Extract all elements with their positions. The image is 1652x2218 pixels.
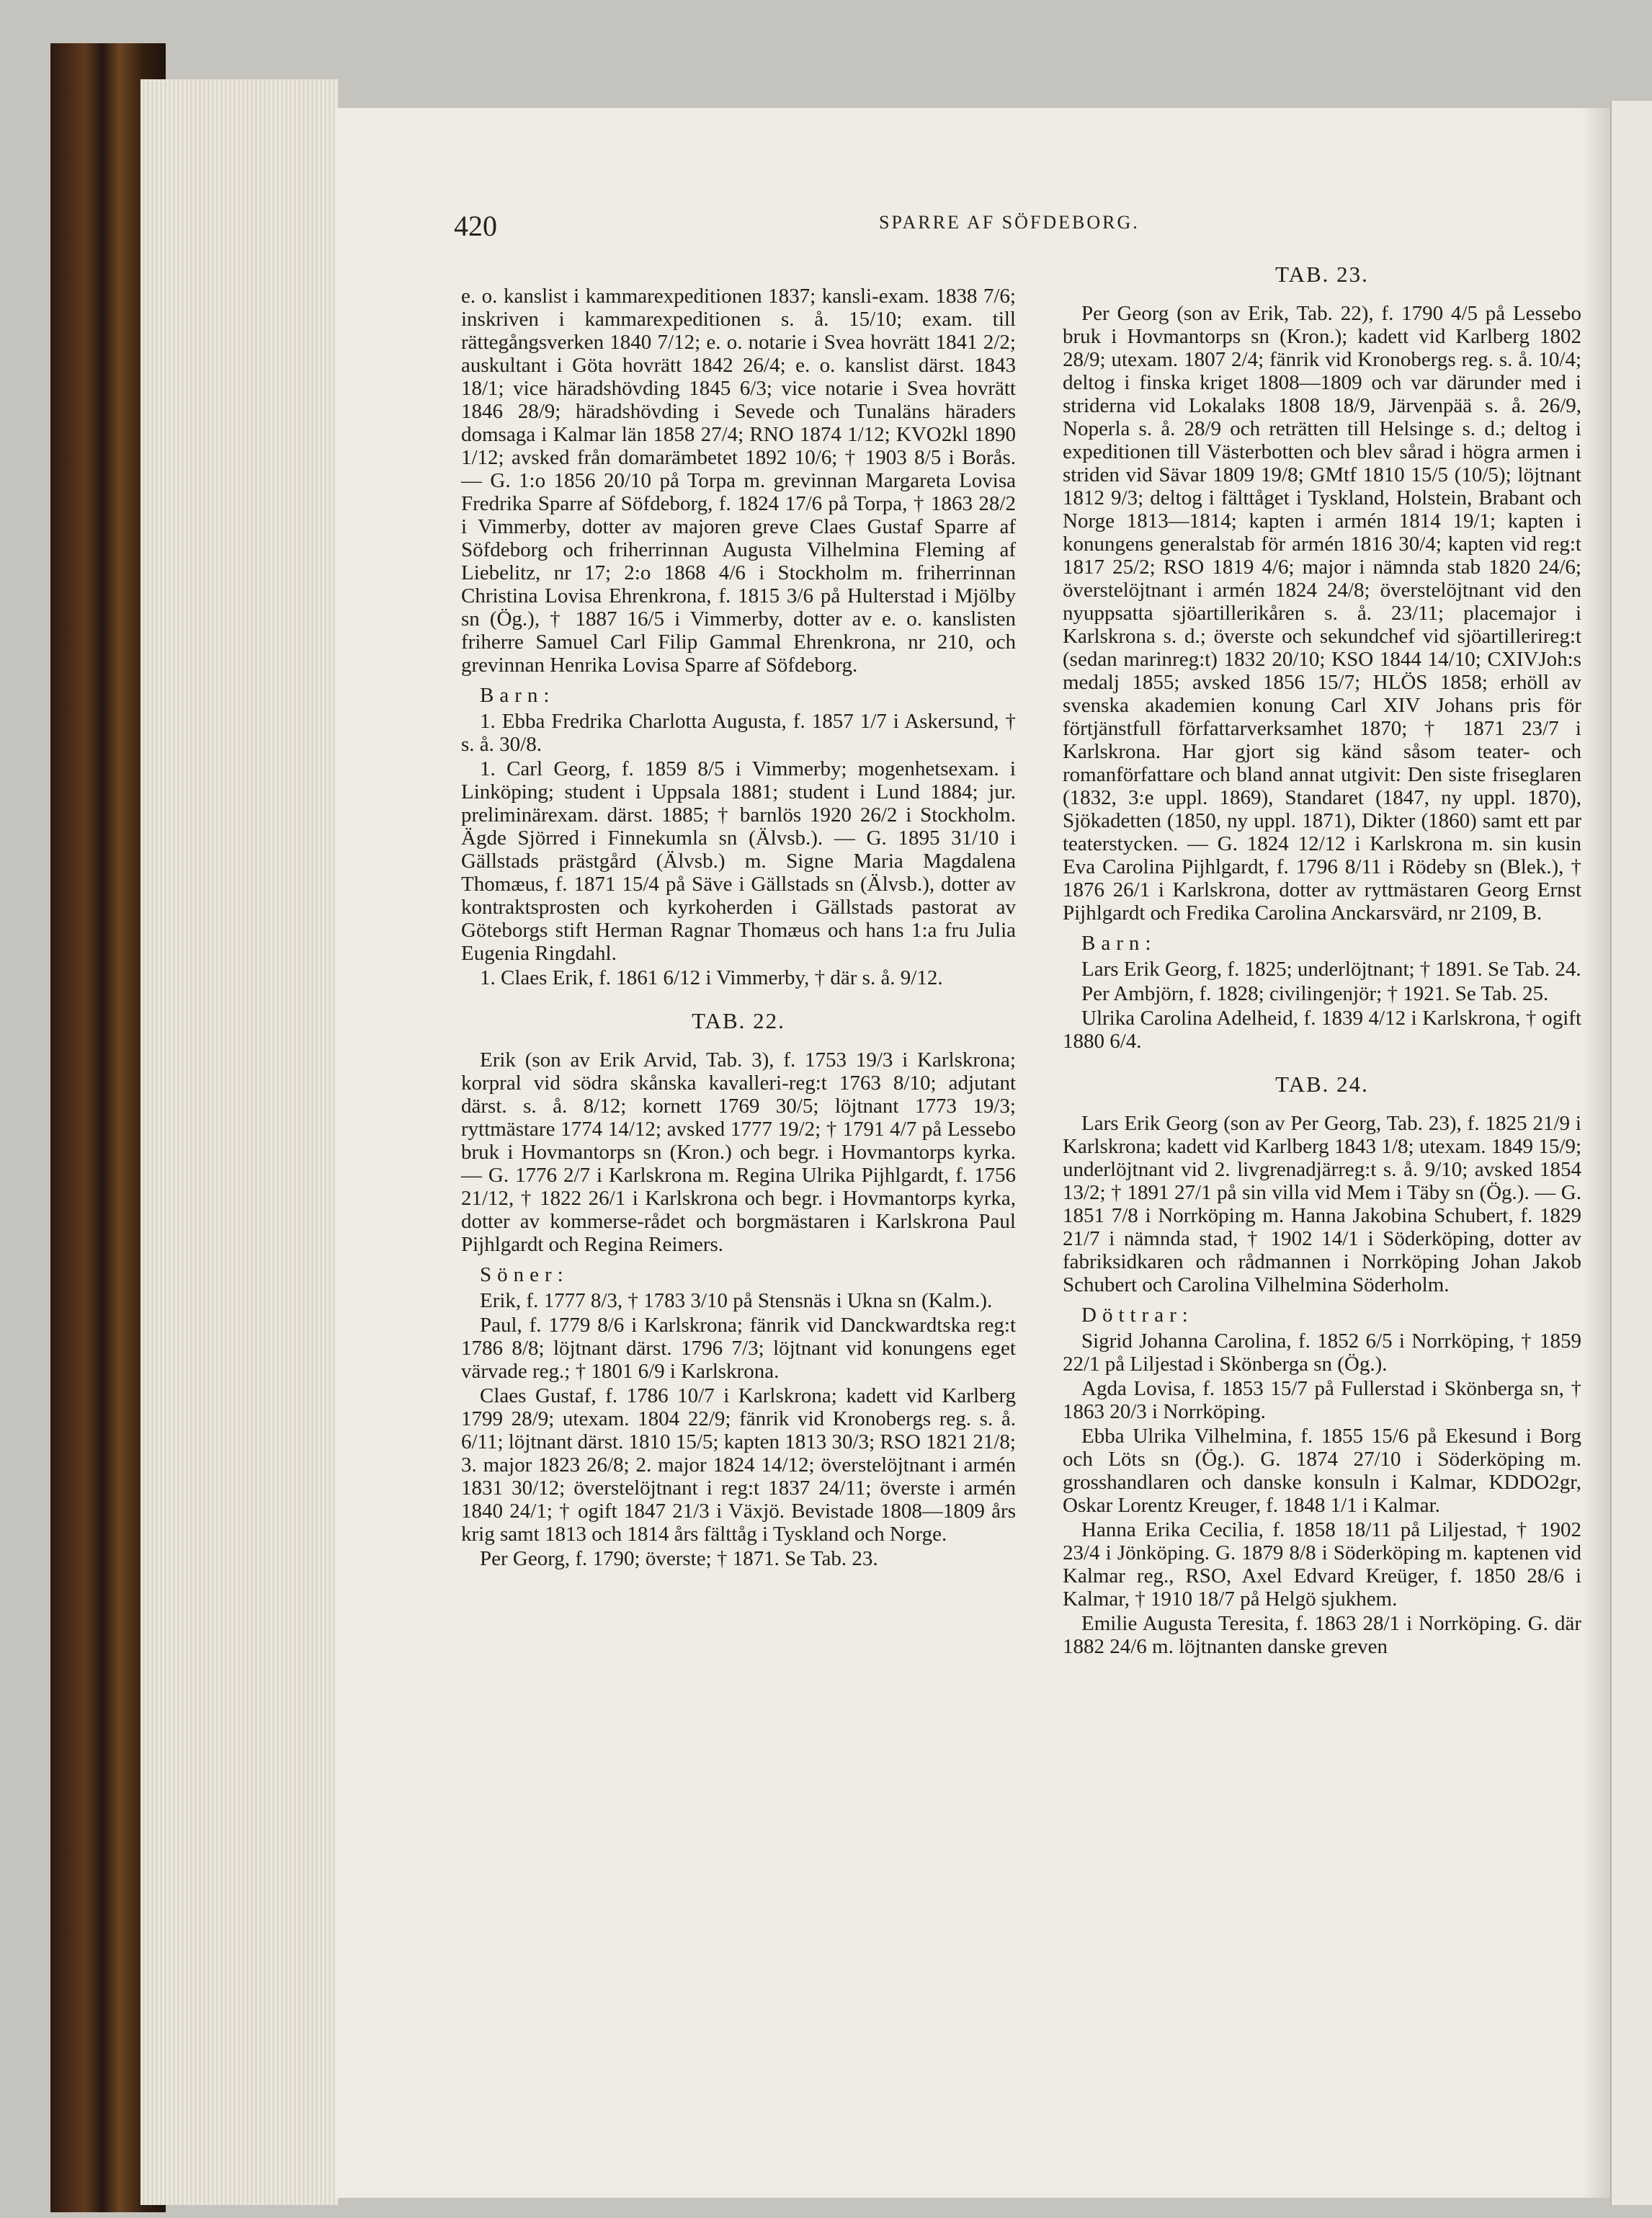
barn-right-entry-2: Per Ambjörn, f. 1828; civilingenjör; † 1921. Se Tab. 25. xyxy=(1081,982,1549,1005)
soner-heading: Söner: xyxy=(480,1263,569,1286)
dotter-entry-1: Sigrid Johanna Carolina, f. 1852 6/5 i Norrköping, † 1859 22/1 på Liljestad i Skönberga sn (Ög.). xyxy=(1063,1330,1581,1376)
son-entry-3: Claes Gustaf, f. 1786 10/7 i Karlskrona; kadett vid Karlberg 1799 28/9; utexam. 1804 22/9; fänrik vid Kronobergs reg. s. å. 6/11; löjtnant därst. 1810 15/5; kapten 1813 30/3; RSO 1821 21/8; 3. major 1823 26/8; 2. major 1824 14/12; överstelöjtnant i armén 1831 30/12; överstelöjtnant i reg:t 1837 24/11; överste i armén 1840 24/1; † ogift 1847 21/3 i Växjö. Bevistade 1808—1809 års krig samt 1813 och 1814 års fälttåg i Tyskland och Norge. xyxy=(461,1384,1016,1546)
tab-24-text: Lars Erik Georg (son av Per Georg, Tab. 23), f. 1825 21/9 i Karlskrona; kadett vid Karlberg 1843 1/8; utexam. 1849 15/9; underlöjtnant vid 2. livgrenadjärreg:t s. å. 9/10; avsked 1854 13/2; † 1891 27/1 på sin villa vid Mem i Täby sn (Ög.). — G. 1851 7/8 i Norrköping m. Hanna Jakobina Schubert, f. 1829 21/7 i nämnda stad, † 1902 14/1 i Söderköping, dotter av fabriksidkaren och rådmannen i Norrköping Johan Jakob Schubert och Carolina Vilhelmina Söderholm. xyxy=(1063,1112,1581,1296)
barn-right-entry-1: Lars Erik Georg, f. 1825; underlöjtnant; † 1891. Se Tab. 24. xyxy=(1081,958,1581,981)
son-entry-1: Erik, f. 1777 8/3, † 1783 3/10 på Stensnäs i Ukna sn (Kalm.). xyxy=(480,1289,993,1312)
running-head: SPARRE AF SÖFDEBORG. xyxy=(879,212,1140,233)
son-entry-2: Paul, f. 1779 8/6 i Karlskrona; fänrik vid Danckwardtska reg:t 1786 8/8; löjtnant därst. 1796 7/3; löjtnant vid konungens eget värvade reg.; † 1801 6/9 i Karlskrona. xyxy=(461,1314,1016,1383)
tab-23-text: Per Georg (son av Erik, Tab. 22), f. 1790 4/5 på Lessebo bruk i Hovmantorps sn (Kron.); kadett vid Karlberg 1802 28/9; utexam. 1807 2/4; fänrik vid Kronobergs reg. s. å. 10/4; deltog i finska kriget 1808—1809 och var därunder med i striderna vid Lokalaks 1808 18/9, Järvenpää s. å. 26/9, Noperla s. å. 28/9 och reträtten till Helsinge s. d.; deltog i expeditionen till Västerbotten och blev sårad i högra armen i striden vid Sävar 1809 19/8; GMtf 1810 15/5 (10/5); löjtnant 1812 9/3; deltog i fälttåget i Tyskland, Holstein, Brabant och Norge 1813—1814; kapten i armén 1814 19/1; kapten i konungens generalstab för armén 1816 30/4; kapten vid reg:t 1817 25/2; RSO 1819 4/6; major i nämnda stab 1820 24/6; överstelöjtnant i armén 1824 24/8; överstelöjtnant vid den nyuppsatta sjöartillerikåren s. å. 23/11; placemajor i Karlskrona s. d.; överste och sekundchef vid sjöartillerireg:t (sedan marinreg:t) 1832 20/10; KSO 1844 14/10; CXIVJoh:s medalj 1855; avsked 1856 15/7; HLÖS 1858; erhöll av svenska akademien konung Carl XIV Johans pris för förtjänstfull författarverksamhet 1870; † 1871 23/7 i Karlskrona. Har gjort sig känd såsom teater- och romanförfattare och bland annat utgivit: Den siste friseglaren (1832, 3:e uppl. 1869), Standaret (1847, ny uppl. 1870), Sjökadetten (1850, ny uppl. 1871), Dikter (1860) samt ett par teaterstycken. — G. 1824 12/12 i Karlskrona m. sin kusin Eva Carolina Pijhlgardt, f. 1796 8/11 i Rödeby sn (Blek.), † 1876 26/1 i Karlskrona, dotter av ryttmästaren Georg Ernst Pijhlgardt och Fredika Carolina Anckarsvärd, nr 2109, B. xyxy=(1063,302,1581,925)
dottrar-heading: Döttrar: xyxy=(1081,1304,1194,1327)
dotter-entry-2: Agda Lovisa, f. 1853 15/7 på Fullerstad i Skönberga sn, † 1863 20/3 i Norrköping. xyxy=(1063,1377,1581,1423)
left-column xyxy=(461,285,1016,1572)
tab-24-heading: TAB. 24. xyxy=(1275,1072,1369,1097)
son-entry-4: Per Georg, f. 1790; överste; † 1871. Se Tab. 23. xyxy=(480,1547,878,1570)
dotter-entry-3: Ebba Ulrika Vilhelmina, f. 1855 15/6 på Ekesund i Borg och Löts sn (Ög.). G. 1874 27/10 i Söderköping m. grosshandlaren och danske konsuln i Kalmar, KDDO2gr, Oskar Lorentz Kreuger, f. 1848 1/1 i Kalmar. xyxy=(1063,1425,1581,1517)
barn-entry-3: 1. Claes Erik, f. 1861 6/12 i Vimmerby, † där s. å. 9/12. xyxy=(480,966,943,989)
right-column xyxy=(1063,263,1581,1660)
gutter-shadow xyxy=(1581,108,1610,2198)
barn-entry-1: 1. Ebba Fredrika Charlotta Augusta, f. 1857 1/7 i Askersund, † s. å. 30/8. xyxy=(461,710,1016,756)
tab-22-text: Erik (son av Erik Arvid, Tab. 3), f. 1753 19/3 i Karlskrona; korpral vid södra skånska kavalleri-reg:t 1763 8/10; adjutant därst. s. å. 8/12; kornett 1769 30/5; löjtnant 1773 19/3; ryttmästare 1774 14/12; avsked 1777 19/2; † 1791 4/7 på Lessebo bruk i Hovmantorps sn (Kron.) och begr. i Hovmantorps kyrka. — G. 1776 2/7 i Karlskrona m. Regina Ulrika Pijhlgardt, f. 1756 21/12, † 1822 26/1 i Karlskrona och begr. i Hovmantorps kyrka, dotter av kommerse-rådet och borgmästaren i Karlskrona Paul Pijhlgardt och Regina Reimers. xyxy=(461,1048,1016,1256)
barn-right-entry-3: Ulrika Carolina Adelheid, f. 1839 4/12 i Karlskrona, † ogift 1880 6/4. xyxy=(1063,1007,1581,1053)
page-edges xyxy=(140,79,339,2205)
page-header xyxy=(454,209,1578,245)
barn-heading: Barn: xyxy=(480,684,555,707)
tab-22-heading: TAB. 22. xyxy=(692,1008,785,1033)
dotter-entry-4: Hanna Erika Cecilia, f. 1858 18/11 på Liljestad, † 1902 23/4 i Jönköping. G. 1879 8/8 i Söderköping m. kaptenen vid Kalmar reg., RSO, Axel Edvard Kreüger, f. 1850 28/6 i Kalmar, † 1910 18/7 på Helgö sjukhem. xyxy=(1063,1518,1581,1611)
tab-23-heading: TAB. 23. xyxy=(1275,262,1369,287)
barn-heading-right: Barn: xyxy=(1081,932,1157,955)
barn-entry-2: 1. Carl Georg, f. 1859 8/5 i Vimmerby; mogenhetsexam. i Linköping; student i Uppsala 1881; student i Lund 1884; jur. preliminärexam. därst. 1885; † barnlös 1920 26/2 i Stockholm. Ägde Sjörred i Finnekumla sn (Älvsb.). — G. 1895 31/10 i Gällstads prästgård (Älvsb.) m. Signe Maria Magdalena Thomæus, f. 1871 15/4 på Säve i Gällstads sn (Älvsb.), dotter av kontraktsprosten och kyrkoherden i Gällstads pastorat av Göteborgs stift Herman Ragnar Thomæus och hans 1:a fru Julia Eugenia Ringdahl. xyxy=(461,757,1016,965)
page-number: 420 xyxy=(454,210,497,242)
facing-page-edge xyxy=(1610,101,1652,2205)
intro-paragraph: e. o. kanslist i kammarexpeditionen 1837; kansli-exam. 1838 7/6; inskriven i kammarexpeditionen s. å. 15/10; exam. till rättegångsverken 1840 7/12; e. o. notarie i Svea hovrätt 1841 2/2; auskultant i Göta hovrätt 1842 26/4; e. o. kanslist därst. 1843 18/1; vice häradshövding 1845 6/3; vice notarie i Svea hovrätt 1846 28/9; häradshövding i Sevede och Tunaläns häraders domsaga i Kalmar län 1858 27/4; RNO 1874 1/12; KVO2kl 1890 1/12; avsked från domarämbetet 1892 10/6; † 1903 8/5 i Borås. — G. 1:o 1856 20/10 på Torpa m. grevinnan Margareta Lovisa Fredrika Sparre af Söfdeborg, f. 1824 17/6 på Torpa, † 1863 28/2 i Vimmerby, dotter av majoren greve Claes Gustaf Sparre af Söfdeborg och friherrinnan Augusta Vilhelmina Fleming af Liebelitz, nr 17; 2:o 1868 4/6 i Stockholm m. friherrinnan Christina Lovisa Ehrenkrona, f. 1815 3/6 på Hulterstad i Mjölby sn (Ög.), † 1887 16/5 i Vimmerby, dotter av e. o. kanslisten friherre Samuel Carl Filip Gammal Ehrenkrona, nr 210, och grevinnan Henrika Lovisa Sparre af Söfdeborg. xyxy=(461,285,1016,677)
dotter-entry-5: Emilie Augusta Teresita, f. 1863 28/1 i Norrköping. G. där 1882 24/6 m. löjtnanten danske greven xyxy=(1063,1612,1581,1658)
